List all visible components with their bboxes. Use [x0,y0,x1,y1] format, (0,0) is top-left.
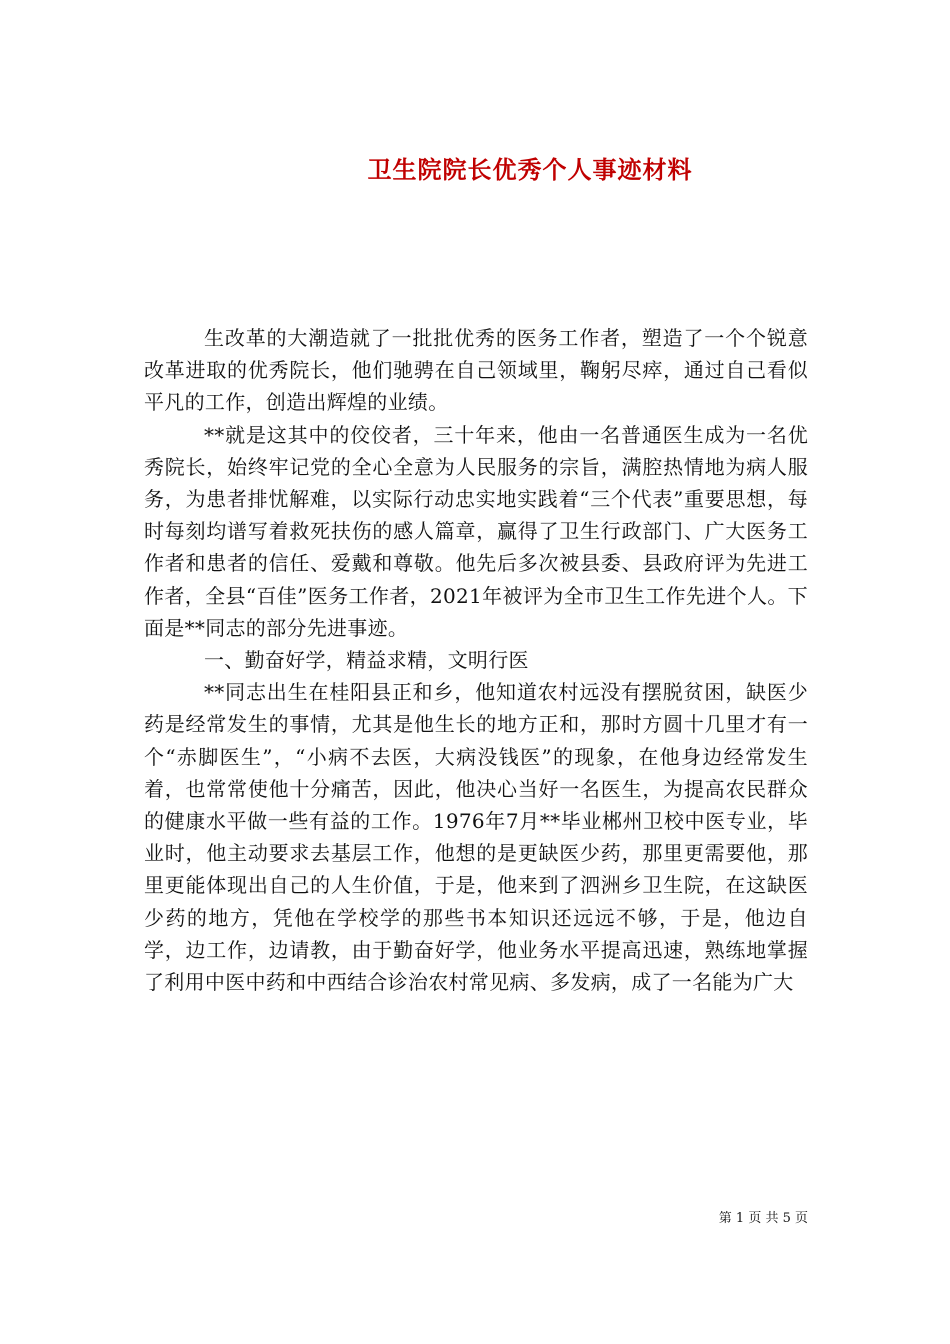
section-heading: 一、勤奋好学，精益求精，文明行医 [204,648,529,673]
paragraph-background: **同志出生在桂阳县正和乡，他知道农村远没有摆脱贫困，缺医少药是经常发生的事情，尤其是他生长的地方正和，那时方圆十几里才有一个“赤脚医生”，“小病不去医，大病没钱医”的现象，在他身边经常发生着，也常常使他十分痛苦，因此，他决心当好一名医生，为提高农民群众的健康水平做一些有益的工作。1976年7月**毕业郴州卫校中医专业，毕业时，他主动要求去基层工作，他想的是更缺医少药，那里更需要他，那里更能体现出自己的人生价值，于是，他来到了泗洲乡卫生院，在这缺医少药的地方，凭他在学校学的那些书本知识还远远不够，于是，他边自学，边工作，边请教，由于勤奋好学，他业务水平提高迅速，熟练地掌握了利用中医中药和中西结合诊治农村常见病、多发病，成了一名能为广大 [144,680,808,995]
page-number: 第 1 页 共 5 页 [718,1211,808,1226]
paragraph-profile: **就是这其中的佼佼者，三十年来，他由一名普通医生成为一名优秀院长，始终牢记党的全心全意为人民服务的宗旨，满腔热情地为病人服务，为患者排忧解难，以实际行动忠实地实践着“三个代表”重要思想，每时每刻均谱写着救死扶伤的感人篇章，赢得了卫生行政部门、广大医务工作者和患者的信任、爱戴和尊敬。他先后多次被县委、县政府评为先进工作者，全县“百佳”医务工作者，2021年被评为全市卫生工作先进个人。下面是**同志的部分先进事迹。 [144,422,808,640]
document-title: 卫生院院长优秀个人事迹材料 [367,155,693,185]
document-body [144,322,808,998]
paragraph-intro: 生改革的大潮造就了一批批优秀的医务工作者，塑造了一个个锐意改革进取的优秀院长，他们驰骋在自己领域里，鞠躬尽瘁，通过自己看似平凡的工作，创造出辉煌的业绩。 [144,326,808,415]
